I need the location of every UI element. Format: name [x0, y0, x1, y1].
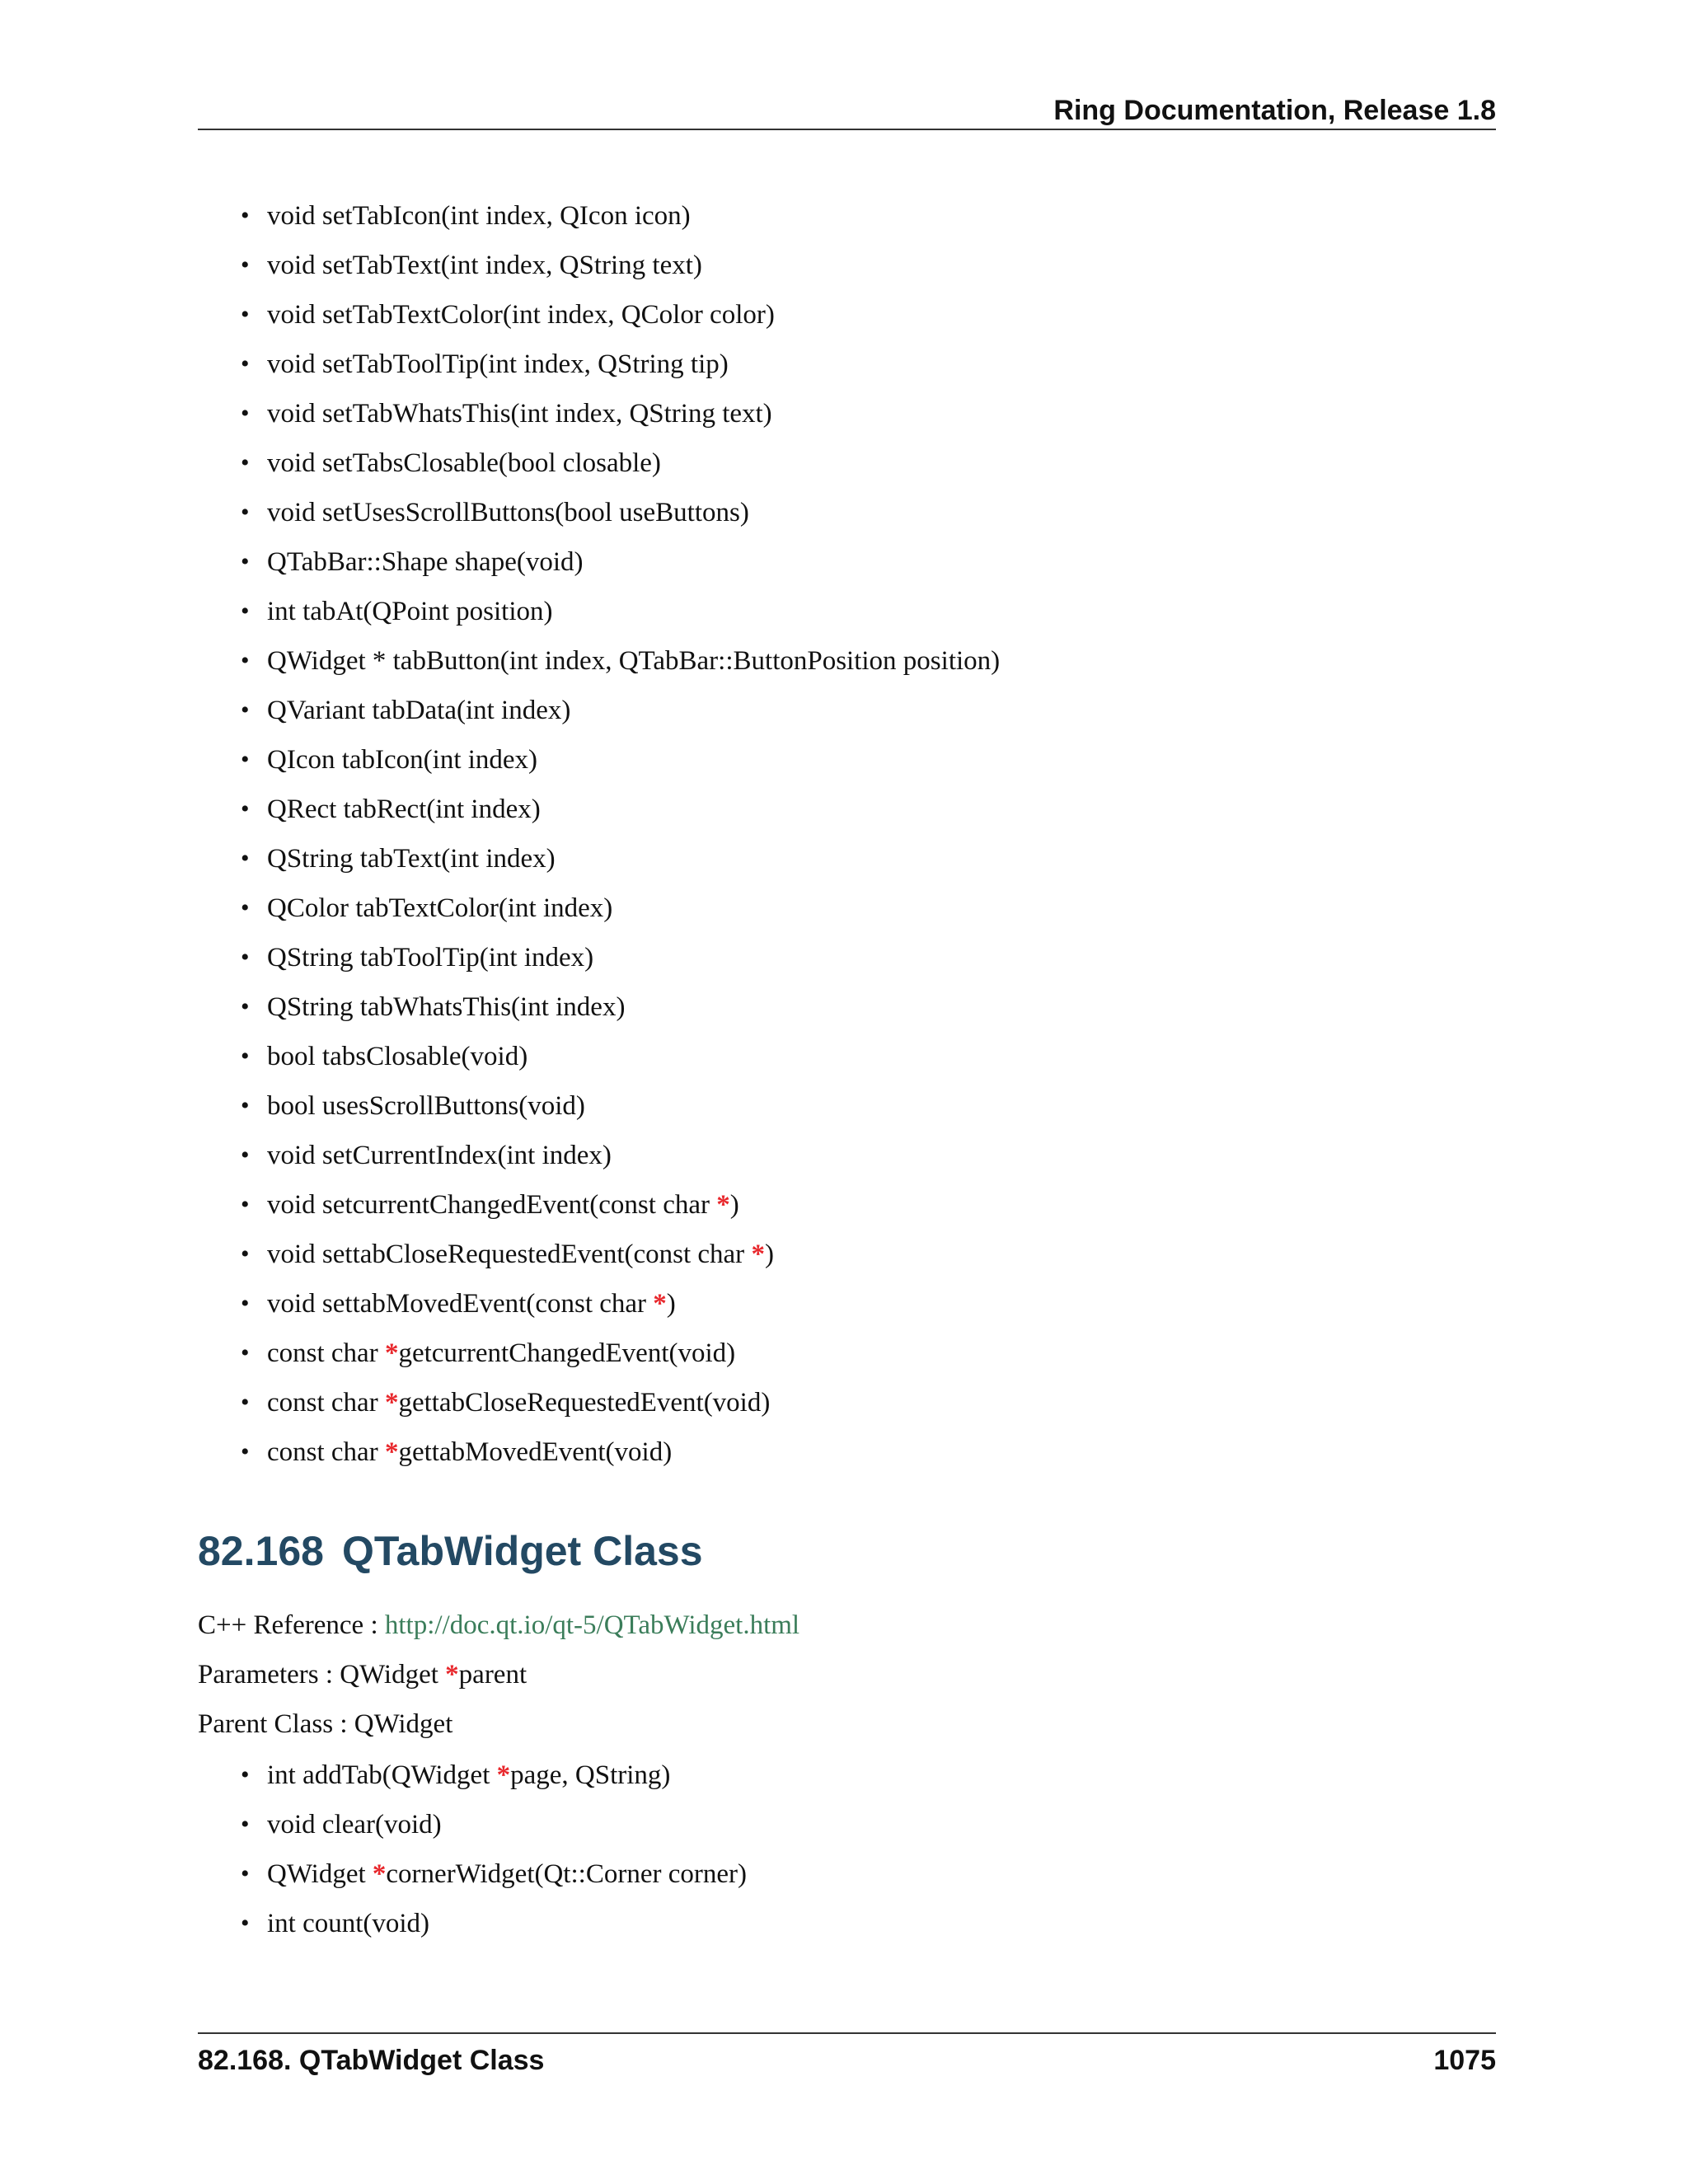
- cpp-reference-label: C++ Reference :: [198, 1610, 385, 1640]
- bullet-icon: •: [241, 795, 250, 823]
- pointer-star: *: [384, 1437, 399, 1467]
- method-signature: void settabCloseRequestedEvent(const char: [267, 1240, 752, 1269]
- pointer-star: *: [384, 1388, 399, 1418]
- method-signature-rest: ): [729, 1190, 739, 1220]
- list-item: [241, 241, 1000, 290]
- method-signature: int count(void): [267, 1909, 430, 1938]
- bullet-icon: •: [241, 449, 250, 476]
- list-item: [241, 438, 1000, 488]
- list-item: [241, 389, 1000, 438]
- method-signature: void setTabToolTip(int index, QString tip): [267, 349, 729, 379]
- list-item: [241, 1378, 1000, 1427]
- bullet-icon: •: [241, 1092, 250, 1119]
- method-signature: QString tabText(int index): [267, 844, 556, 874]
- method-signature: bool usesScrollButtons(void): [267, 1091, 585, 1121]
- method-signature: void setTabWhatsThis(int index, QString text): [267, 399, 772, 429]
- method-signature: const char: [267, 1437, 385, 1467]
- bullet-icon: •: [241, 1389, 250, 1416]
- page-header: [198, 89, 1496, 130]
- list-item: [241, 1081, 1000, 1131]
- list-item: [241, 1849, 747, 1899]
- cpp-reference-link[interactable]: http://doc.qt.io/qt-5/QTabWidget.html: [384, 1610, 800, 1640]
- list-item: [241, 982, 1000, 1032]
- bullet-icon: •: [241, 1438, 250, 1465]
- bullet-icon: •: [241, 301, 250, 328]
- pointer-star: *: [716, 1190, 730, 1220]
- method-signature-rest: ): [764, 1240, 774, 1269]
- method-signature: void setTabText(int index, QString text): [267, 251, 702, 280]
- bullet-icon: •: [241, 598, 250, 625]
- cpp-reference: [198, 1607, 799, 1643]
- method-signature: const char: [267, 1338, 385, 1368]
- method-signature: void setTabsClosable(bool closable): [267, 448, 661, 478]
- page-footer: [198, 2032, 1496, 2092]
- method-list-qtabwidget: [241, 1750, 747, 1948]
- bullet-icon: •: [241, 1339, 250, 1366]
- method-signature: QWidget * tabButton(int index, QTabBar::ButtonPosition position): [267, 646, 1001, 676]
- list-item: [241, 735, 1000, 785]
- bullet-icon: •: [241, 1191, 250, 1218]
- method-signature-rest: ): [666, 1289, 676, 1319]
- method-signature: void setTabTextColor(int index, QColor color): [267, 300, 775, 330]
- list-item: [241, 1230, 1000, 1279]
- bullet-icon: •: [241, 251, 250, 279]
- list-item: [241, 1899, 747, 1948]
- list-item: [241, 1131, 1000, 1180]
- bullet-icon: •: [241, 1240, 250, 1268]
- bullet-icon: •: [241, 400, 250, 427]
- method-signature: void setTabIcon(int index, QIcon icon): [267, 201, 691, 231]
- method-signature: bool tabsClosable(void): [267, 1042, 528, 1071]
- method-signature: void setcurrentChangedEvent(const char: [267, 1190, 717, 1220]
- list-item: [241, 1800, 747, 1849]
- pointer-star: *: [384, 1338, 399, 1368]
- bullet-icon: •: [241, 350, 250, 377]
- section-title: QTabWidget Class: [341, 1528, 703, 1574]
- list-item: [241, 587, 1000, 636]
- bullet-icon: •: [241, 1290, 250, 1317]
- method-signature-rest: gettabCloseRequestedEvent(void): [398, 1388, 771, 1418]
- method-signature: void clear(void): [267, 1810, 442, 1840]
- method-signature: void setUsesScrollButtons(bool useButtons): [267, 498, 749, 527]
- bullet-icon: •: [241, 993, 250, 1020]
- bullet-icon: •: [241, 499, 250, 526]
- pointer-star: *: [496, 1760, 511, 1790]
- section-number: 82.168: [198, 1528, 324, 1574]
- bullet-icon: •: [241, 1761, 250, 1788]
- method-signature-rest: cornerWidget(Qt::Corner corner): [386, 1859, 747, 1889]
- method-signature-rest: page, QString): [510, 1760, 671, 1790]
- list-item: [241, 1329, 1000, 1378]
- method-signature-rest: getcurrentChangedEvent(void): [398, 1338, 736, 1368]
- list-item: [241, 834, 1000, 883]
- pointer-star: *: [372, 1859, 387, 1889]
- method-signature: void settabMovedEvent(const char: [267, 1289, 654, 1319]
- list-item: [241, 290, 1000, 340]
- bullet-icon: •: [241, 894, 250, 921]
- method-signature: QString tabToolTip(int index): [267, 943, 594, 972]
- list-item: [241, 1279, 1000, 1329]
- list-item: [241, 1180, 1000, 1230]
- footer-section-title: 82.168. QTabWidget Class: [198, 2045, 545, 2076]
- list-item: [241, 636, 1000, 686]
- method-signature: QColor tabTextColor(int index): [267, 893, 613, 923]
- list-item: [241, 785, 1000, 834]
- bullet-icon: •: [241, 1860, 250, 1887]
- parent-class-line: Parent Class : QWidget: [198, 1709, 453, 1739]
- bullet-icon: •: [241, 548, 250, 575]
- list-item: [241, 488, 1000, 537]
- method-signature: int addTab(QWidget: [267, 1760, 497, 1790]
- method-signature: void setCurrentIndex(int index): [267, 1141, 612, 1170]
- bullet-icon: •: [241, 696, 250, 724]
- bullet-icon: •: [241, 746, 250, 773]
- bullet-icon: •: [241, 1043, 250, 1070]
- bullet-icon: •: [241, 1910, 250, 1937]
- section-heading: [198, 1525, 703, 1577]
- method-signature: QWidget: [267, 1859, 373, 1889]
- list-item: [241, 883, 1000, 933]
- page-number: 1075: [1433, 2045, 1496, 2076]
- method-signature: int tabAt(QPoint position): [267, 597, 553, 626]
- list-item: [241, 933, 1000, 982]
- bullet-icon: •: [241, 845, 250, 872]
- pointer-star: *: [653, 1289, 667, 1319]
- document-title: Ring Documentation, Release 1.8: [1053, 95, 1496, 126]
- bullet-icon: •: [241, 647, 250, 674]
- parameters-name: parent: [458, 1660, 528, 1690]
- bullet-icon: •: [241, 1141, 250, 1169]
- bullet-icon: •: [241, 1811, 250, 1838]
- method-signature: QIcon tabIcon(int index): [267, 745, 538, 775]
- list-item: [241, 191, 1000, 241]
- method-list-qtabbar: [241, 191, 1000, 1477]
- bullet-icon: •: [241, 944, 250, 971]
- list-item: [241, 1032, 1000, 1081]
- method-signature: QVariant tabData(int index): [267, 696, 571, 725]
- bullet-icon: •: [241, 202, 250, 229]
- pointer-star: *: [445, 1660, 459, 1690]
- list-item: [241, 686, 1000, 735]
- method-signature: QString tabWhatsThis(int index): [267, 992, 626, 1022]
- method-signature: const char: [267, 1388, 385, 1418]
- list-item: [241, 1427, 1000, 1477]
- parameters-text: Parameters : QWidget: [198, 1660, 446, 1690]
- method-signature: QTabBar::Shape shape(void): [267, 547, 584, 577]
- list-item: [241, 340, 1000, 389]
- pointer-star: *: [751, 1240, 765, 1269]
- list-item: [241, 1750, 747, 1800]
- list-item: [241, 537, 1000, 587]
- method-signature: QRect tabRect(int index): [267, 794, 541, 824]
- parameters-line: [198, 1657, 527, 1693]
- method-signature-rest: gettabMovedEvent(void): [398, 1437, 673, 1467]
